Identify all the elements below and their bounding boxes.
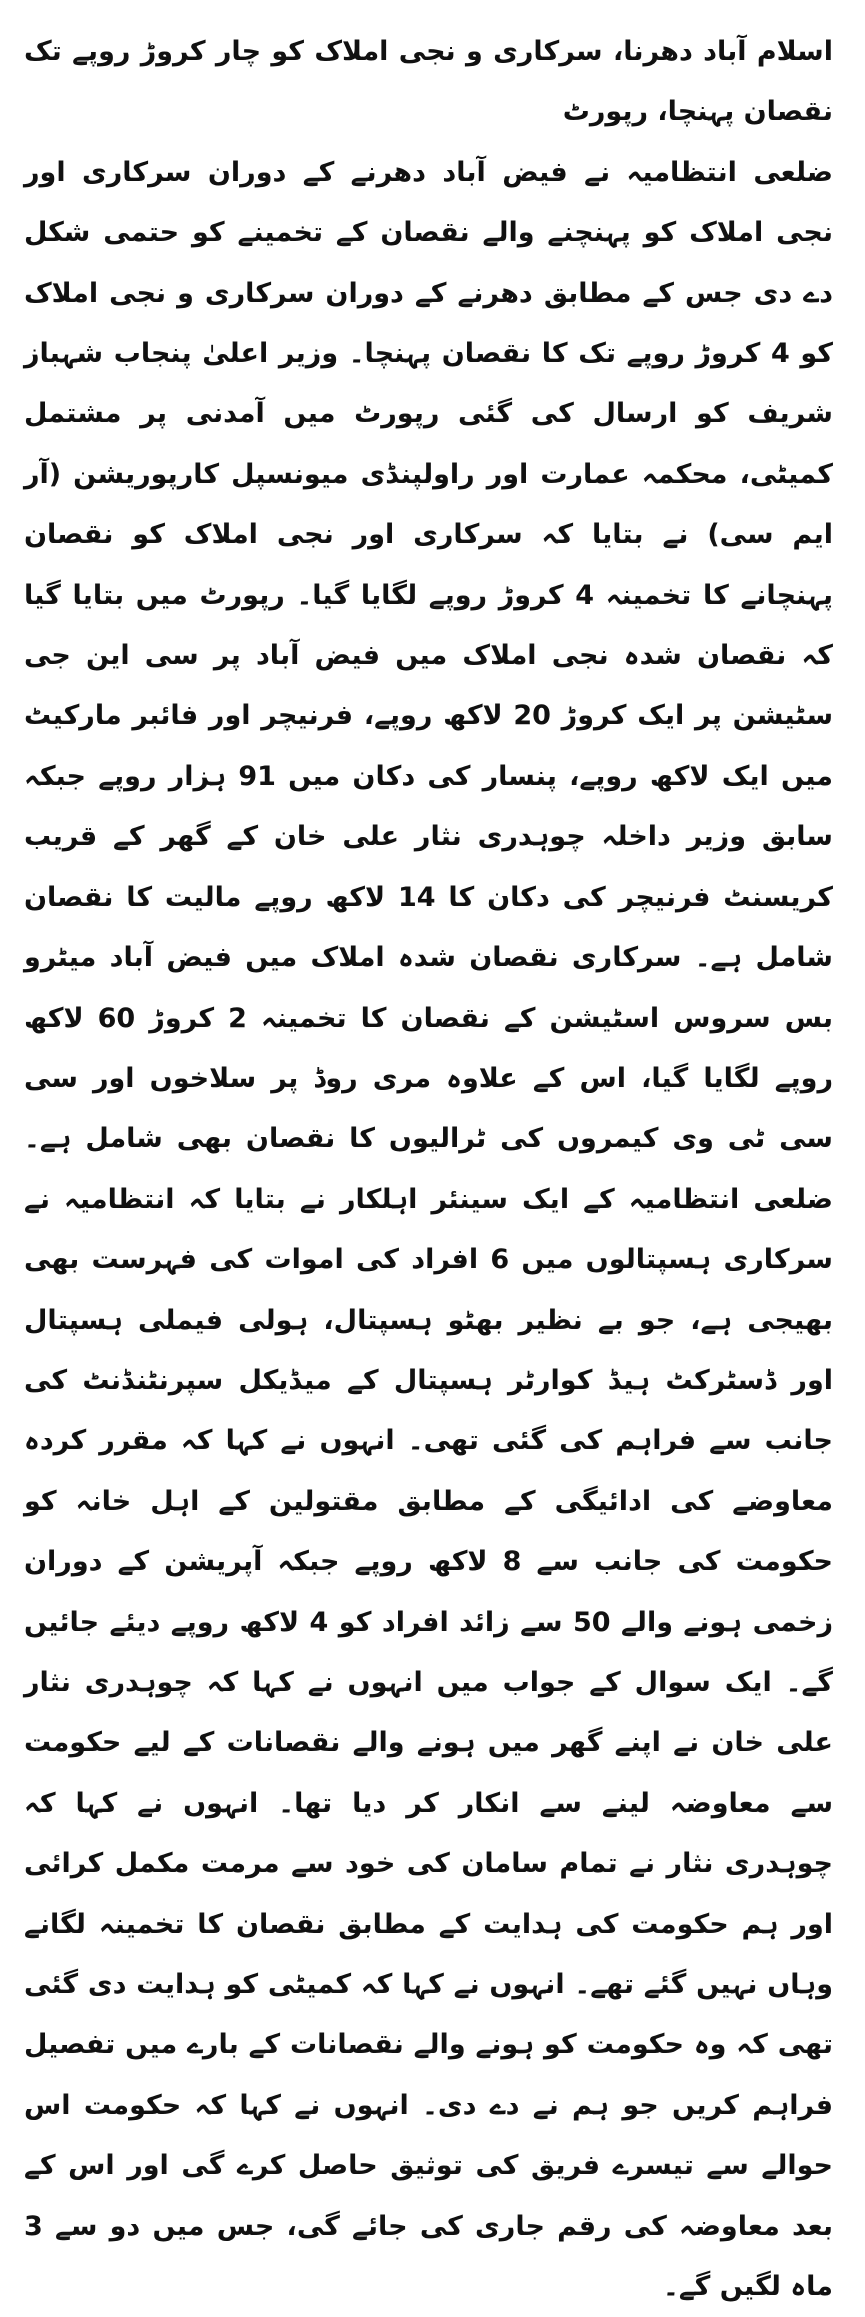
article-paragraph xyxy=(24,22,833,2317)
article-headline: اسلام آباد دھرنا، سرکاری و نجی املاک کو چار کروڑ روپے تک نقصان پہنچا، رپورٹ xyxy=(24,36,833,128)
article-body: ضلعی انتظامیہ نے فیض آباد دھرنے کے دوران سرکاری اور نجی املاک کو پہنچنے والے نقصان کے تخمینے کو حتمی شکل دے دی جس کے مطابق دھرنے کے دوران سرکاری و نجی املاک کو 4 کروڑ روپے تک کا نقصان پہنچا۔ وزیر اعلیٰ پنجاب شہباز شریف کو ارسال کی گئی رپورٹ میں آمدنی پر مشتمل کمیٹی، محکمہ عمارت اور راولپنڈی میونسپل کارپوریشن (آر ایم سی) نے بتایا کہ سرکاری اور نجی املاک کو نقصان پہنچانے کا تخمینہ 4 کروڑ روپے لگایا گیا۔ رپورٹ میں بتایا گیا کہ نقصان شدہ نجی املاک میں فیض آباد پر سی این جی سٹیشن پر ایک کروڑ 20 لاکھ روپے، فرنیچر اور فائبر مارکیٹ میں ایک لاکھ روپے، پنسار کی دکان میں 91 ہزار روپے جبکہ سابق وزیر داخلہ چوہدری نثار علی خان کے گھر کے قریب کریسنٹ فرنیچر کی دکان کا 14 لاکھ روپے مالیت کا نقصان شامل ہے۔ سرکاری نقصان شدہ املاک میں فیض آباد میٹرو بس سروس اسٹیشن کے نقصان کا تخمینہ 2 کروڑ 60 لاکھ روپے لگایا گیا، اس کے علاوہ مری روڈ پر سلاخوں اور سی سی ٹی وی کیمروں کی ٹرالیوں کا نقصان بھی شامل ہے۔ ضلعی انتظامیہ کے ایک سینئر اہلکار نے بتایا کہ انتظامیہ نے سرکاری ہسپتالوں میں 6 افراد کی اموات کی فہرست بھی بھیجی ہے، جو بے نظیر بھٹو ہسپتال، ہولی فیملی ہسپتال اور ڈسٹرکٹ ہیڈ کوارٹر ہسپتال کے میڈیکل سپرنٹنڈنٹ کی جانب سے فراہم کی گئی تھی۔ انہوں نے کہا کہ مقرر کردہ معاوضے کی ادائیگی کے مطابق مقتولین کے اہل خانہ کو حکومت کی جانب سے 8 لاکھ روپے جبکہ آپریشن کے دوران زخمی ہونے والے 50 سے زائد افراد کو 4 لاکھ روپے دیئے جائیں گے۔ ایک سوال کے جواب میں انہوں نے کہا کہ چوہدری نثار علی خان نے اپنے گھر میں ہونے والے نقصانات کے لیے حکومت سے معاوضہ لینے سے انکار کر دیا تھا۔ انہوں نے کہا کہ چوہدری نثار نے تمام سامان کی خود سے مرمت مکمل کرائی اور ہم حکومت کی ہدایت کے مطابق نقصان کا تخمینہ لگانے وہاں نہیں گئے تھے۔ انہوں نے کہا کہ کمیٹی کو ہدایت دی گئی تھی کہ وہ حکومت کو ہونے والے نقصانات کے بارے میں تفصیل فراہم کریں جو ہم نے دے دی۔ انہوں نے کہا کہ حکومت اس حوالے سے تیسرے فریق کی توثیق حاصل کرے گی اور اس کے بعد معاوضہ کی رقم جاری کی جائے گی، جس میں دو سے 3 ماہ لگیں گے۔ xyxy=(24,156,834,2303)
news-article xyxy=(24,22,833,2317)
